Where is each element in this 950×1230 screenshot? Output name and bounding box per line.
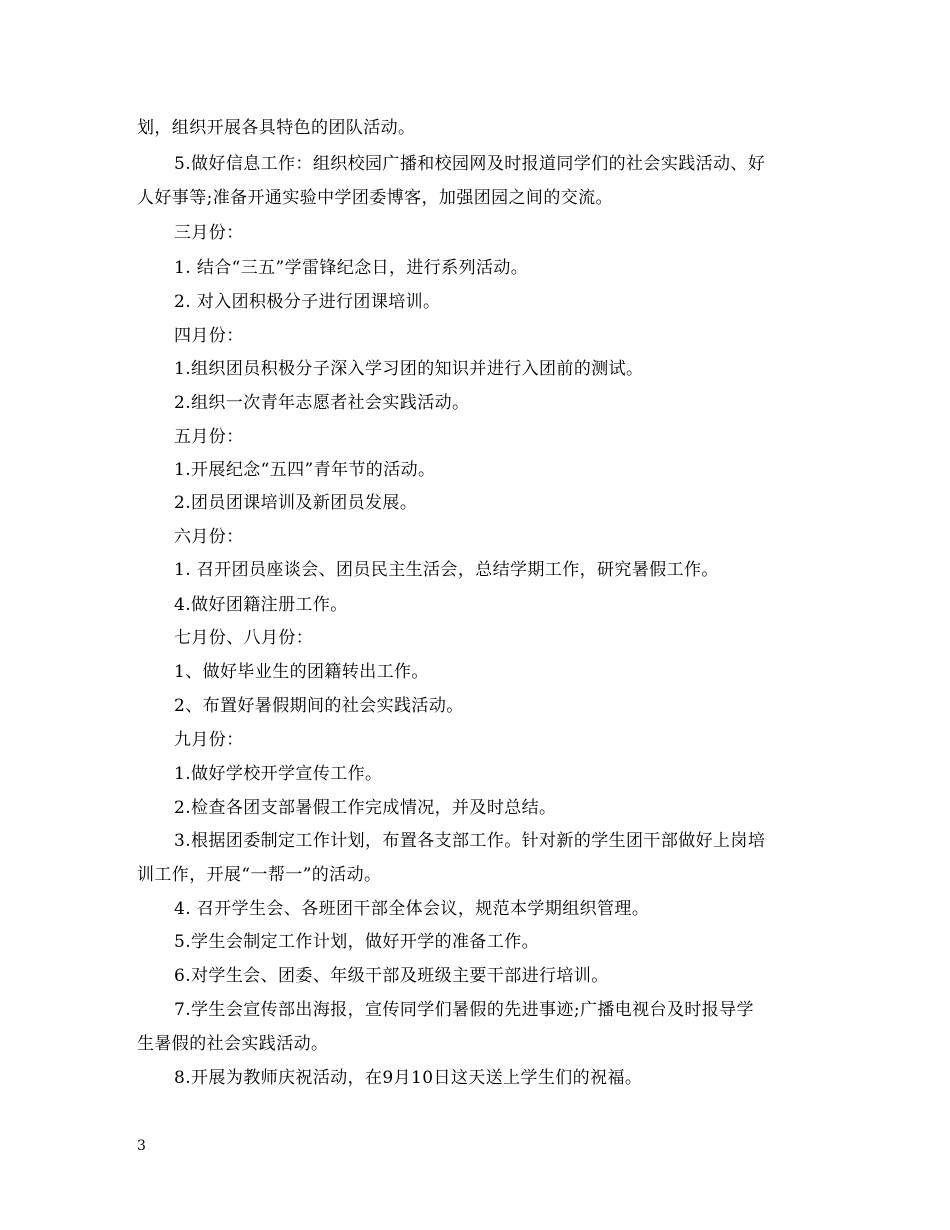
- text-line: 人好事等;准备开通实验中学团委博客，加强团园之间的交流。: [137, 188, 613, 208]
- text-line: 训工作，开展“一帮一”的活动。: [137, 865, 382, 885]
- text-line: 5.做好信息工作：组织校园广播和校园网及时报道同学们的社会实践活动、好: [174, 154, 766, 174]
- text-line: 生暑假的社会实践活动。: [137, 1034, 329, 1054]
- text-line: 2.组织一次青年志愿者社会实践活动。: [174, 393, 470, 413]
- section-heading-april: 四月份：: [174, 326, 244, 346]
- text-line: 1.组织团员积极分子深入学习团的知识并进行入团前的测试。: [174, 359, 644, 379]
- text-line: 4.做好团籍注册工作。: [174, 595, 348, 615]
- text-line: 2. 对入团积极分子进行团课培训。: [174, 292, 441, 312]
- section-heading-september: 九月份：: [174, 730, 244, 750]
- text-line: 划，组织开展各具特色的团队活动。: [137, 118, 416, 138]
- text-line: 2.检查各团支部暑假工作完成情况，并及时总结。: [174, 798, 557, 818]
- text-line: 4. 召开学生会、各班团干部全体会议，规范本学期组织管理。: [174, 899, 650, 919]
- section-heading-june: 六月份：: [174, 527, 244, 547]
- text-line: 7.学生会宣传部出海报，宣传同学们暑假的先进事迹;广播电视台及时报导学: [174, 1000, 754, 1020]
- text-line: 2.团员团课培训及新团员发展。: [174, 493, 418, 513]
- text-line: 1.开展纪念“五四”青年节的活动。: [174, 460, 436, 480]
- text-line: 1.做好学校开学宣传工作。: [174, 764, 383, 784]
- text-line: 1. 结合“三五”学雷锋纪念日，进行系列活动。: [174, 258, 529, 278]
- text-line: 2、布置好暑假期间的社会实践活动。: [174, 696, 464, 716]
- text-line: 6.对学生会、团委、年级干部及班级主要干部进行培训。: [174, 966, 609, 986]
- section-heading-july-august: 七月份、八月份：: [174, 628, 314, 648]
- text-line: 1、做好毕业生的团籍转出工作。: [174, 662, 429, 682]
- section-heading-march: 三月份：: [174, 223, 244, 243]
- text-line: 8.开展为教师庆祝活动，在9月10日这天送上学生们的祝福。: [174, 1068, 643, 1088]
- text-line: 5.学生会制定工作计划，做好开学的准备工作。: [174, 932, 540, 952]
- text-line: 1. 召开团员座谈会、团员民主生活会，总结学期工作，研究暑假工作。: [174, 560, 719, 580]
- section-heading-may: 五月份：: [174, 427, 244, 447]
- text-line: 3.根据团委制定工作计划，布置各支部工作。针对新的学生团干部做好上岗培: [174, 831, 766, 851]
- page-number: 3: [137, 1138, 146, 1154]
